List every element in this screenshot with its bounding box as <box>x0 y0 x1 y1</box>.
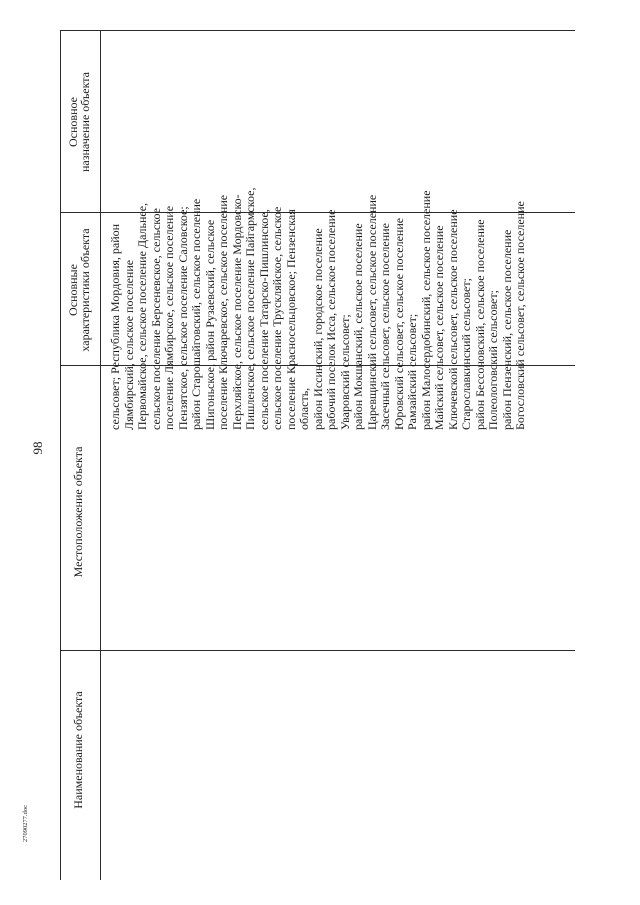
table-top-rule <box>60 30 61 880</box>
column-divider-1 <box>60 650 575 651</box>
location-line: Старославкинский сельсовет; <box>459 278 473 430</box>
location-line: Пензятское, сельское поселение Саловское; <box>175 206 190 430</box>
location-line: район Старошайговский, сельское поселение <box>189 198 203 430</box>
location-line: Майский сельсовет, сельское поселение <box>432 225 446 430</box>
location-line: Царевщинский сельсовет, сельское поселение <box>364 194 379 430</box>
page-number: 98 <box>30 441 45 455</box>
location-line: Богословский сельсовет, сельское поселение <box>513 201 527 430</box>
location-line: поселение Лямбирское, сельское поселение <box>162 205 176 430</box>
location-line: сельское поселение Берсеневское, сельское <box>148 208 163 430</box>
location-line: район Пензенский, сельское поселение <box>499 229 514 430</box>
location-line: Перхляйское, сельское поселение Мордовско- <box>229 194 244 430</box>
location-line: сельское поселение Татарско-Пишлинское, <box>256 209 271 430</box>
location-line: Шигоньское, район Рузаевский, сельское <box>202 219 217 430</box>
header-name: Наименование объекта <box>71 691 85 809</box>
footer-code-text: 27090277.doc <box>22 804 29 842</box>
location-line: Юровский сельсовет, сельское поселение <box>391 217 406 430</box>
header-characteristics: Основные характеристики объекта <box>66 228 92 352</box>
location-line: район Малосердобинский, сельское поселение <box>418 190 433 430</box>
location-line: район Иссинский, городское поселение <box>310 228 325 430</box>
location-line: рабочий поселок Исса, сельское поселение <box>324 209 338 430</box>
location-line: поселение Красносельцовское; Пензенская <box>283 209 298 430</box>
location-line: Рамзайский сельсовет; <box>405 313 419 430</box>
location-line: поселение Ключаревское, сельское поселение <box>216 194 230 430</box>
location-line: Первомайское, сельское поселение Дальнее, <box>135 202 149 430</box>
location-line: район Бессоновский, сельское поселение <box>472 219 487 430</box>
location-line: Полеологовский сельсовет; <box>486 290 500 430</box>
header-location: Местоположение объекта <box>71 446 85 578</box>
location-line: Лямбирский, сельское поселение <box>121 259 136 430</box>
location-line: район Мокшанский, сельское поселение <box>351 223 365 430</box>
location-line: сельсовет; Республика Мордовия, район <box>108 223 122 430</box>
location-line: область, <box>297 387 311 430</box>
location-line: Засечный сельсовет, сельское поселение <box>378 223 392 430</box>
location-text <box>109 0 528 430</box>
location-line: сельское поселение Трускляйское, сельское <box>270 206 284 430</box>
location-line: Уваровский сельсовет; <box>337 314 352 430</box>
header-purpose: Основное назначение объекта <box>66 71 92 173</box>
header-rule <box>100 30 101 880</box>
location-line: Ключевской сельсовет, сельское поселение <box>445 209 460 430</box>
location-line: Пишленское, сельское поселение Пайгармское, <box>243 187 257 430</box>
